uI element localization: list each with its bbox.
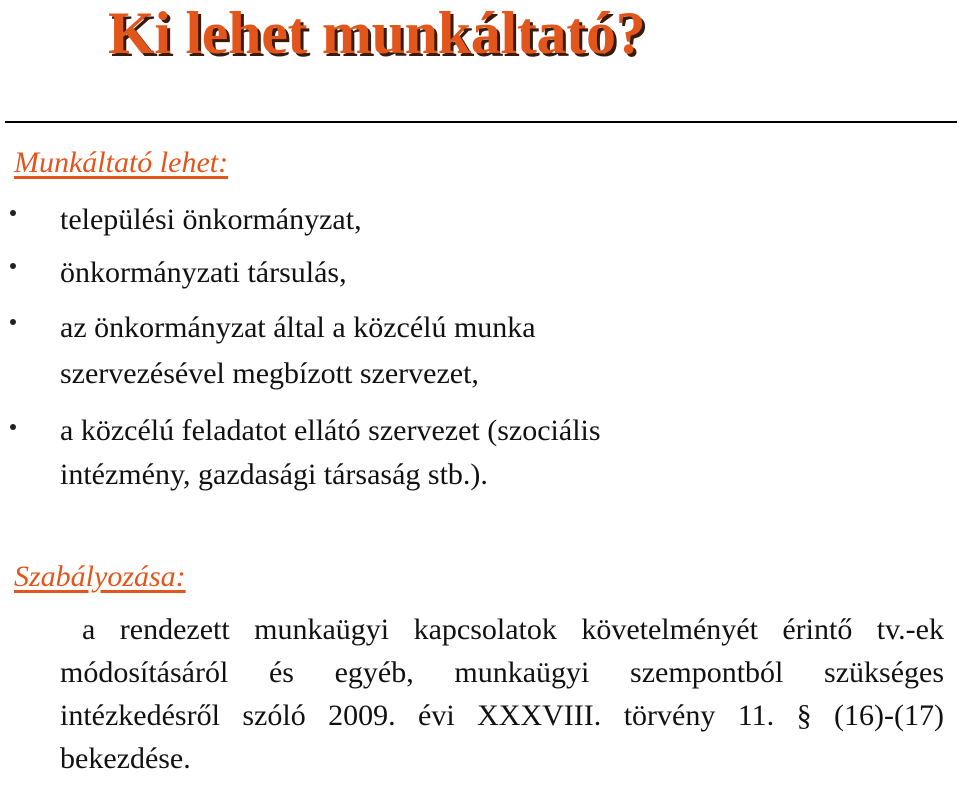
page-title: Ki lehet munkáltató? xyxy=(108,0,646,66)
regulation-text xyxy=(60,608,944,780)
employer-item-4-line-2: intézmény, gazdasági társaság stb.). xyxy=(60,458,488,491)
bullet-icon xyxy=(10,319,16,325)
bullet-icon xyxy=(10,263,16,269)
bullet-icon xyxy=(10,210,16,216)
regulation-text-content: a rendezett munkaügyi kapcsolatok követelményét érintő tv.-ek módosításáról és egyéb, munkaügyi szempontból szükséges intézkedésről szóló 2009. évi XXXVIII. törvény 11. § (16)-(17) bekezdése. xyxy=(60,613,944,775)
employer-item-3-line-2: szervezésével megbízott szervezet, xyxy=(60,357,479,390)
employer-heading: Munkáltató lehet: xyxy=(14,146,229,179)
employer-item-3-line-1: az önkormányzat által a közcélú munka xyxy=(60,311,536,344)
regulation-heading: Szabályozása: xyxy=(14,560,186,593)
employer-item-2: önkormányzati társulás, xyxy=(60,256,347,289)
employer-item-1: települési önkormányzat, xyxy=(60,203,362,236)
title-divider xyxy=(5,121,957,123)
employer-item-4-line-1: a közcélú feladatot ellátó szervezet (szociális xyxy=(60,414,601,447)
bullet-icon xyxy=(10,424,16,430)
